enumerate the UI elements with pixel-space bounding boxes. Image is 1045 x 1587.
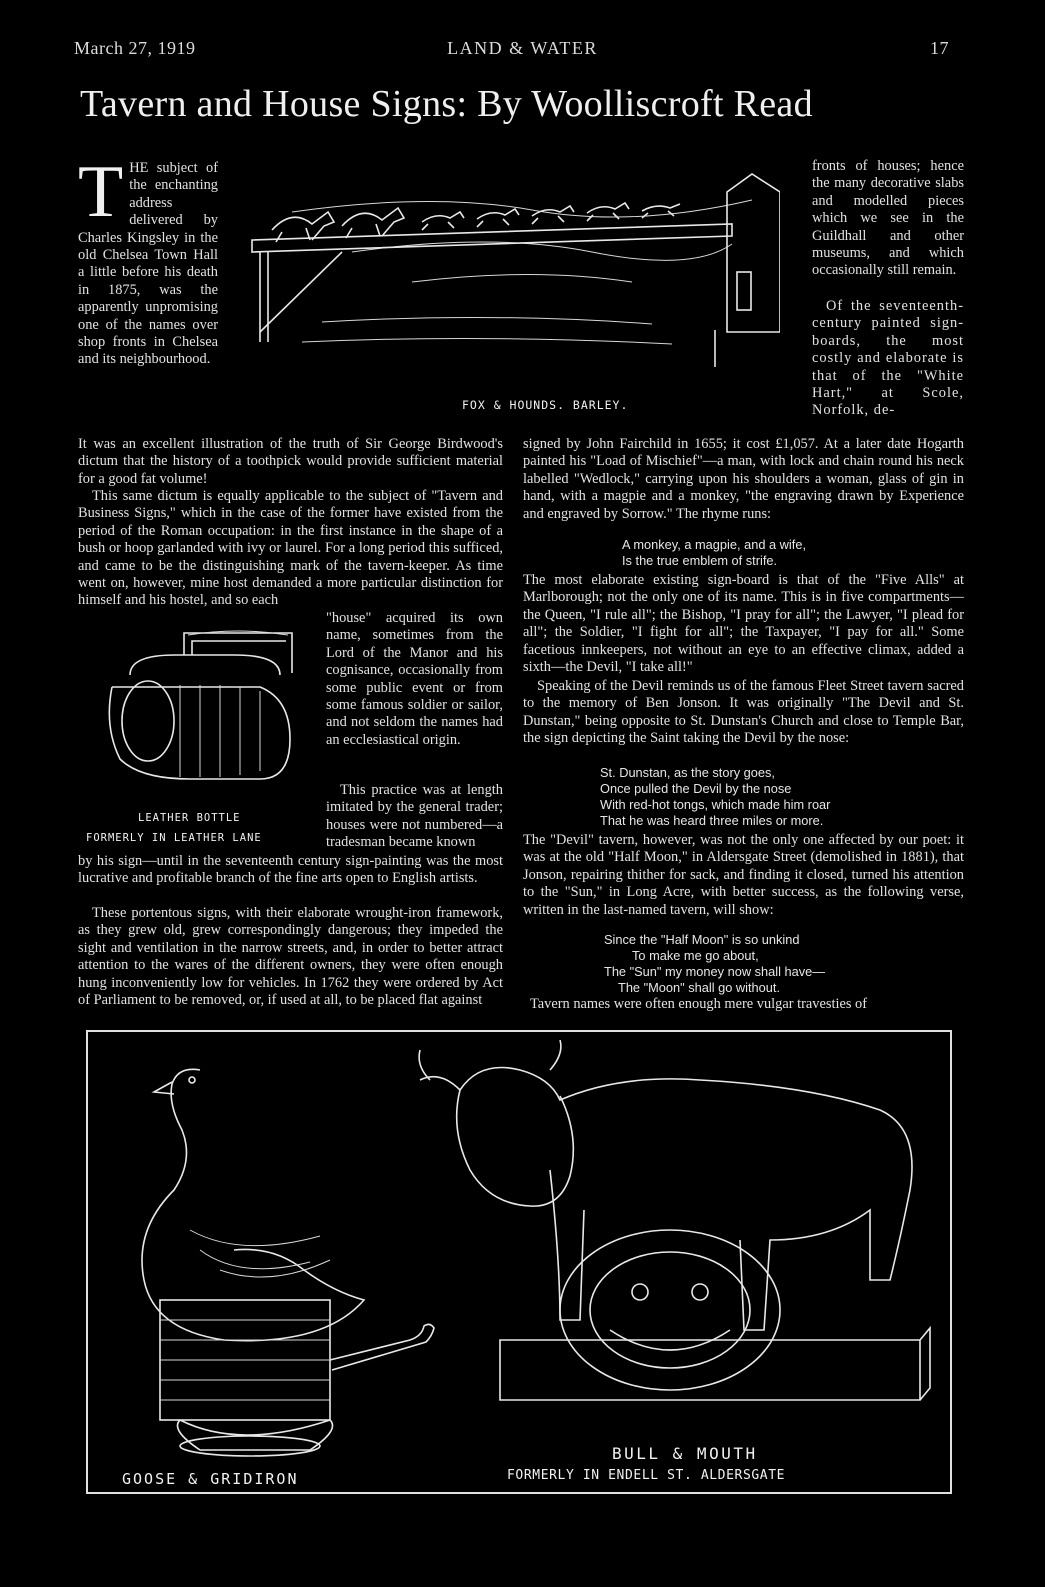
- rhyme-line: The "Moon" shall go without.: [618, 980, 781, 995]
- rhyme-line: Is the true emblem of strife.: [622, 553, 778, 568]
- fox-and-hounds-illustration: [232, 152, 780, 437]
- rhyme-2: [600, 765, 830, 829]
- rhyme-line: The "Sun" my money now shall have—: [604, 964, 826, 979]
- bull-caption-1: BULL & MOUTH: [612, 1444, 758, 1463]
- bull-caption-2: FORMERLY IN ENDELL ST. ALDERSGATE: [507, 1468, 786, 1483]
- intro-tail: It was an excellent illustration of the truth of Sir George Birdwood's dictum that the history of a toothpick would provide sufficient material for a good fat volume!: [78, 436, 503, 487]
- leather-bottle-illustration: [100, 615, 300, 805]
- publication-name: LAND & WATER: [447, 38, 598, 58]
- house-gable: [715, 174, 780, 367]
- paragraph-2-wrap: "house" acquired its own name, sometimes from the Lord of the Manor and his cognisance, occasionally from some public event or from some famous soldier or sailor, and not seldom the names had an ecclesiastical origin.: [326, 610, 503, 748]
- bull-and-mouth-illustration: [400, 1040, 940, 1450]
- rhyme-1: [622, 537, 806, 569]
- rhyme-3: [604, 932, 825, 996]
- leather-bottle-caption-2: FORMERLY IN LEATHER LANE: [86, 832, 262, 844]
- fox-hounds-caption: FOX & HOUNDS. BARLEY.: [462, 398, 629, 412]
- right-paragraph-4: The "Devil" tavern, however, was not the only one affected by our poet: it was at the old "Half Moon," in Aldersgate Street (demolished in 1881), that Jonson, repairing thither for sack, and finding it closed, turned his attention to the "Sun," in Long Acre, with better success, as the following verse, written in the last-named tavern, will show:: [523, 832, 964, 918]
- paragraph-3-tail: by his sign—until in the seventeenth century sign-painting was the most lucrative and profitable branch of the fine arts open to English artists.: [78, 853, 503, 887]
- paragraph-4: These portentous signs, with their elaborate wrought-iron framework, as they grew old, grew correspondingly dangerous; they impeded the sight and ventilation in the narrow streets, and, in order to better attract attention to the wares of the different owners, they were often enough hung inconveniently low for vehicles. In 1762 they were ordered by Act of Parliament to be removed, or, if used at all, to be placed flat against: [78, 905, 503, 1009]
- paragraph-3-wrap: This practice was at length imitated by the general trader; houses were not numbered—a tradesman became known: [326, 782, 503, 851]
- goose-and-gridiron-illustration: [100, 1040, 440, 1460]
- sky-hatching: [292, 200, 752, 344]
- issue-date: March 27, 1919: [74, 38, 196, 58]
- rhyme-line: To make me go about,: [632, 948, 759, 963]
- horses-and-hounds: [272, 203, 680, 242]
- page-number: 17: [930, 38, 949, 58]
- right-wrap-2: Of the seventeenth-century painted sign-boards, the most costly and elaborate is that of the "White Hart," at Scole, Norfolk, de-: [812, 298, 964, 419]
- rhyme-line: Since the "Half Moon" is so unkind: [604, 932, 800, 947]
- leather-bottle-caption-1: LEATHER BOTTLE: [138, 812, 241, 824]
- paragraph-2: This same dictum is equally applicable to the subject of "Tavern and Business Signs," which in the case of the former have existed from the period of the Roman occupation: in the first instance in the shape of a bush or hoop garlanded with ivy or laurel. For a long period this sufficed, and came to be the distinguishing mark of the tavern-keeper. As time went on, however, mine host demanded a more particular distinction for himself and his hostel, and so each: [78, 488, 503, 609]
- drop-cap: T: [78, 151, 124, 233]
- intro-head: HE subject of the enchanting address delivered by Charles Kingsley in the old Chelsea Town Hall a little before his death in 1875, was the apparently unpromising one of the names over shop fronts in Chelsea and its neighbourhood.: [78, 160, 218, 368]
- rhyme-line: St. Dunstan, as the story goes,: [600, 765, 775, 780]
- right-paragraph-5: Tavern names were often enough mere vulgar travesties of: [530, 996, 868, 1012]
- right-paragraph-1: signed by John Fairchild in 1655; it cost £1,057. At a later date Hogarth painted his "Load of Mischief"—a man, with lock and chain round his neck labelled "Wedlock," carrying upon his shoulders a woman, glass of gin in hand, with a magpie and a monkey, "the engraving drawn by Experience and engraved by Sorrow." The rhyme runs:: [523, 436, 964, 522]
- right-wrap: fronts of houses; hence the many decorative slabs and modelled pieces which we see in the Guildhall and other museums, and which occasionally still remain.: [812, 158, 964, 279]
- intro-paragraph: [78, 151, 218, 369]
- rhyme-line: Once pulled the Devil by the nose: [600, 781, 792, 796]
- right-paragraph-2: The most elaborate existing sign-board is that of the "Five Alls" at Marlborough; not the only one of its name. This is in five compartments—the Queen, "I rule all"; the Bishop, "I pray for all"; the Lawyer, "I plead for all"; the Soldier, "I fight for all"; the Taxpayer, "I pay for all." Some facetious innkeepers, not without an eye to an effective climax, added a sixth—the Devil, "I take all!": [523, 572, 964, 676]
- goose-caption: GOOSE & GRIDIRON: [122, 1470, 299, 1488]
- article-title: Tavern and House Signs: By Woolliscroft Read: [80, 83, 813, 125]
- rhyme-line: A monkey, a magpie, and a wife,: [622, 537, 806, 552]
- rhyme-line: With red-hot tongs, which made him roar: [600, 797, 831, 812]
- right-paragraph-3: Speaking of the Devil reminds us of the famous Fleet Street tavern sacred to the memory of Ben Jonson. It was originally "The Devil and St. Dunstan," being opposite to St. Dunstan's Church and close to Temple Bar, the sign depicting the Saint taking the Devil by the nose:: [523, 678, 964, 747]
- rhyme-line: That he was heard three miles or more.: [600, 813, 824, 828]
